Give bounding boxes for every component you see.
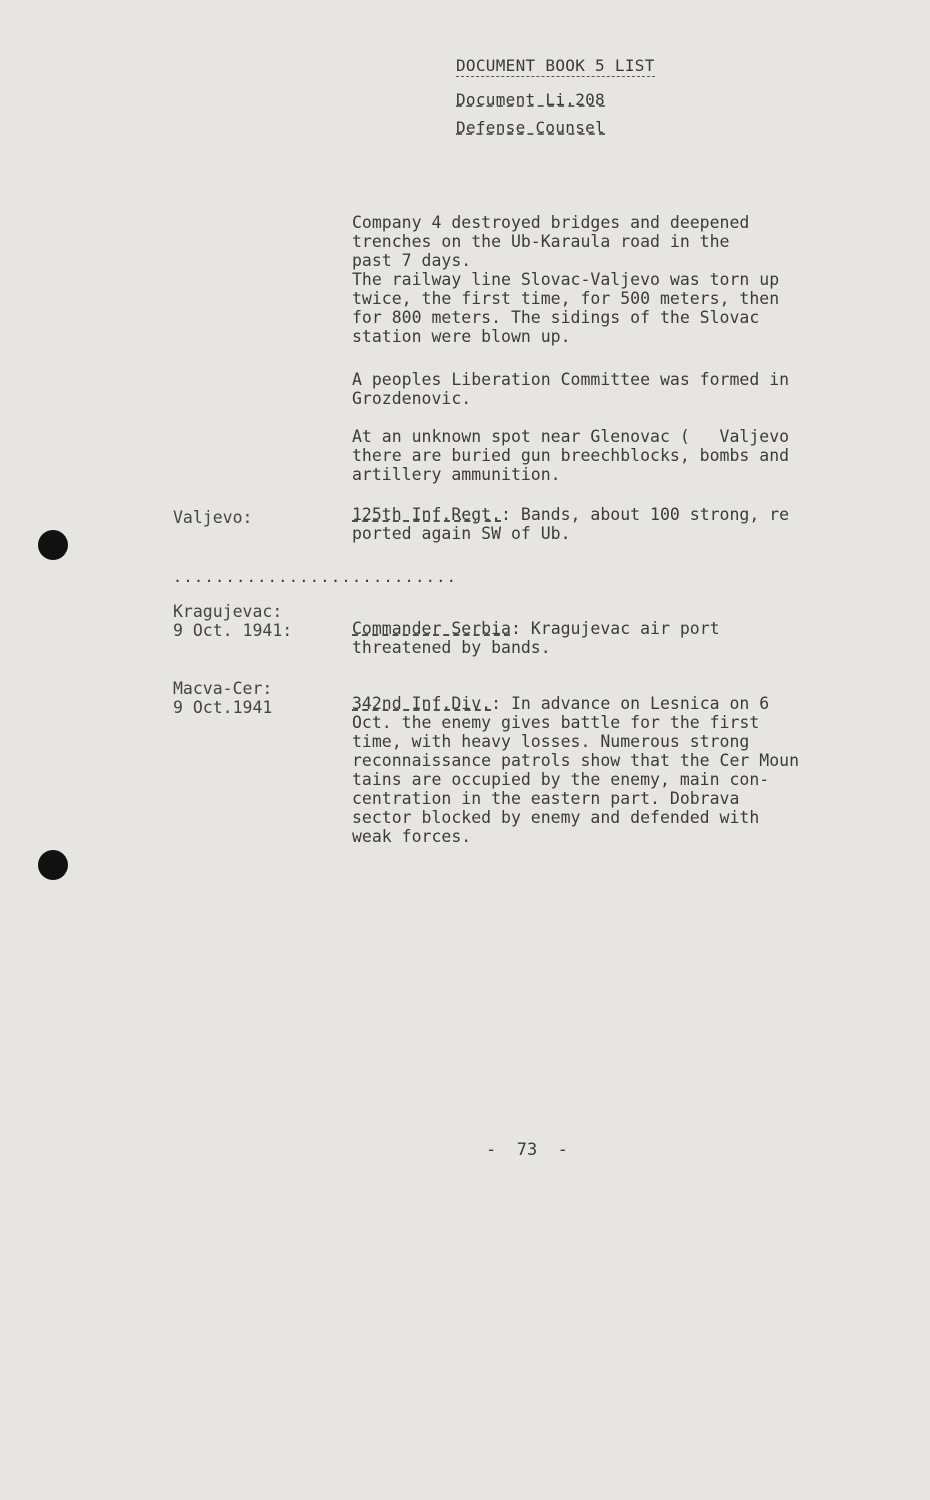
entry-valjevo-text: : Bands, about 100 strong, re ported again SW of Ub. <box>352 505 790 543</box>
punch-hole-top <box>38 530 68 560</box>
entry-valjevo <box>352 505 892 543</box>
paragraph-liberation-committee: A peoples Liberation Committee was formed in Grozdenovic. <box>352 370 790 408</box>
document-book-title: DOCUMENT BOOK 5 LIST <box>456 56 655 75</box>
punch-hole-bottom <box>38 850 68 880</box>
entry-macva-cer-text: : In advance on Lesnica on 6 Oct. the enemy gives battle for the first time, with heavy losses. Numerous strong reconnaissance patrols show that the Cer Moun tains are occupied by the enemy, main con- centration in the eastern part. Dobrava sector blocked by enemy and defended with weak forces. <box>352 694 800 846</box>
unit-342nd-inf-div: 342nd Inf.Div. <box>352 694 492 713</box>
unit-125th-inf-regt: 125th Inf.Regt. <box>352 505 502 524</box>
dotted-separator: ........................... <box>173 568 458 586</box>
entry-kragujevac-text: : Kragujevac air port threatened by bands. <box>352 619 720 657</box>
defense-counsel-label <box>456 118 605 137</box>
paragraph-buried-ammunition: At an unknown spot near Glenovac ( Valjevo there are buried gun breechblocks, bombs and artillery ammunition. <box>352 427 790 484</box>
entry-macva-cer <box>352 694 892 846</box>
document-number-text: Document Li.208 <box>456 90 605 109</box>
paragraph-company-4: Company 4 destroyed bridges and deepened trenches on the Ub-Karaula road in the past 7 days. The railway line Slovac-Valjevo was torn up twice, the first time, for 500 meters, then for 800 meters. The sidings of the Slovac station were blown up. <box>352 213 780 346</box>
label-valjevo: Valjevo: <box>173 508 253 527</box>
page-number: - 73 - <box>486 1140 568 1160</box>
document-number <box>456 90 605 109</box>
label-kragujevac: Kragujevac: 9 Oct. 1941: <box>173 602 293 640</box>
entry-kragujevac <box>352 619 892 657</box>
unit-commander-serbia: Commander Serbia <box>352 619 511 638</box>
label-macva-cer: Macva-Cer: 9 Oct.1941 <box>173 679 273 717</box>
defense-counsel-text: Defense Counsel <box>456 118 605 137</box>
